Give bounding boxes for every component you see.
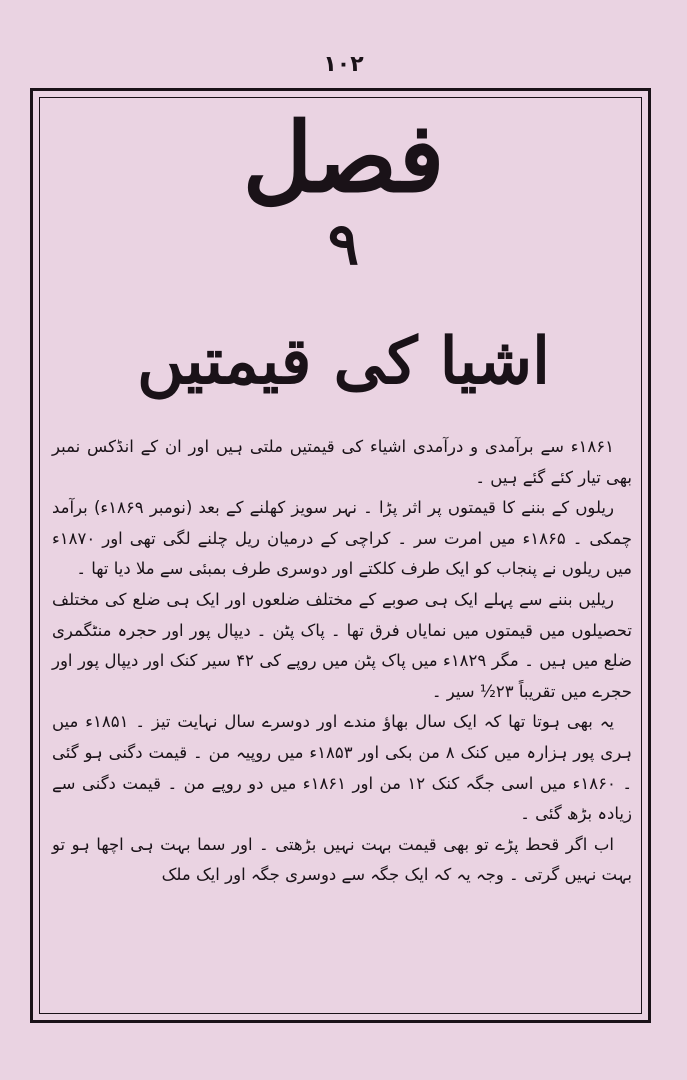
paragraph: یہ بھی ہوتا تھا کہ ایک سال بھاؤ مندے اور دوسرے سال نہایت تیز ۔ ۱۸۵۱ء میں ہری پور ہزارہ میں کنک ۸ من بکی اور ۱۸۵۳ء میں روپیہ من ۔ قیمت دگنی ہو گئی ۔ ۱۸۶۰ء میں اسی جگہ کنک ۱۲ من اور ۱۸۶۱ء میں دو روپے من ۔ قیمت دگنی سے زیادہ بڑھ گئی ۔ — [52, 712, 633, 824]
section-title: اشیا کی قیمتیں — [137, 324, 550, 399]
chapter-title: فصل — [242, 101, 445, 214]
chapter-number: ۹ — [327, 210, 360, 278]
paragraph: ریلیں بننے سے پہلے ایک ہی صوبے کے مختلف ضلعوں اور ایک ہی ضلع کی مختلف تحصیلوں میں قیمتوں میں نمایاں فرق تھا ۔ پاک پٹن ۔ دیپال پور اور حجرہ منٹگمری ضلع میں ہیں ۔ مگر ۱۸۲۹ء میں پاک پٹن میں روپے کی ۴۲ سیر کنک اور دیپال پور اور حجرے میں تقریباً ۲۳½ سیر ۔ — [52, 589, 632, 701]
page-number: ۱۰۲ — [323, 52, 364, 77]
body-text — [52, 432, 632, 891]
paragraph: اب اگر قحط پڑے تو بھی قیمت بہت نہیں بڑھتی ۔ اور سما بہت ہی اچھا ہو تو بہت نہیں گرتی ۔ وجہ یہ کہ ایک جگہ سے دوسری جگہ اور ایک ملک — [52, 834, 632, 885]
paragraph: ۱۸۶۱ء سے برآمدی و درآمدی اشیاء کی قیمتیں ملتی ہیں اور ان کے انڈکس نمبر بھی تیار کئے گئے ہیں ۔ — [52, 437, 632, 487]
paragraph: ریلوں کے بننے کا قیمتوں پر اثر پڑا ۔ نہر سویز کھلنے کے بعد (نومبر ۱۸۶۹ء) برآمد چمکی ۔ ۱۸۶۵ء میں امرت سر ۔ کراچی کے درمیان ریل چلنے لگی تھی اور ۱۸۷۰ء میں ریلوں نے پنجاب کو ایک طرف کلکتے اور دوسری طرف بمبئی سے ملا دیا تھا ۔ — [52, 498, 632, 579]
